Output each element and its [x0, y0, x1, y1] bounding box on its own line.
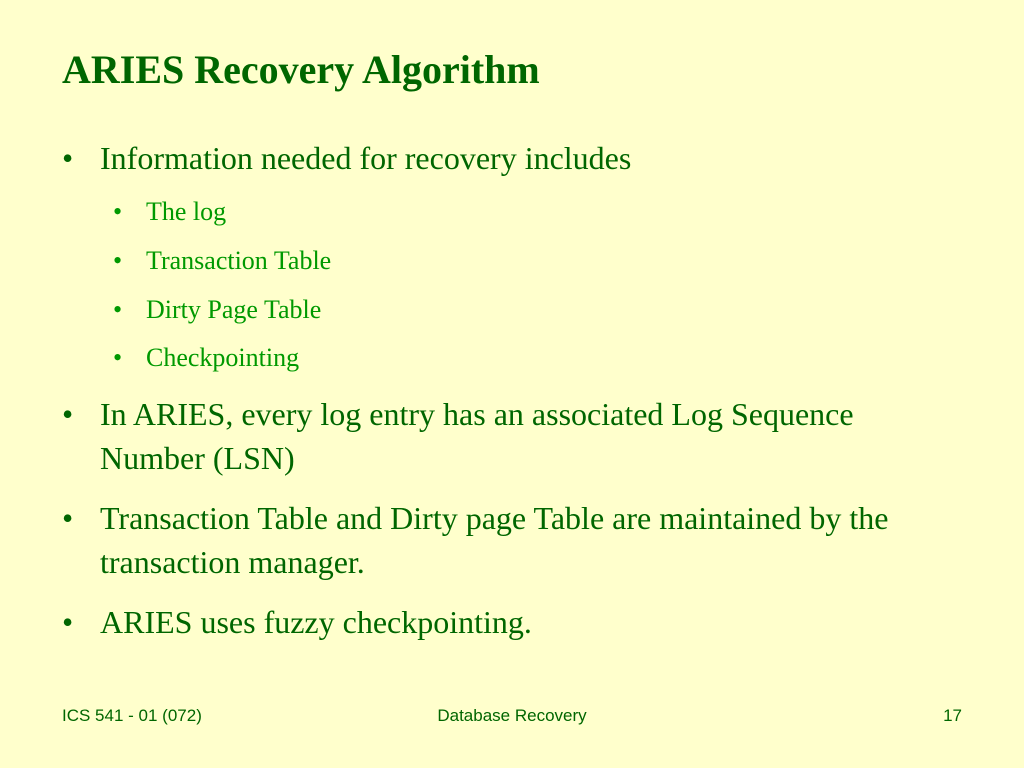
sub-bullet-item: [113, 243, 813, 279]
bullet-text: Transaction Table and Dirty page Table are maintained by the transaction manager.: [100, 500, 889, 580]
footer-topic: Database Recovery: [437, 706, 587, 725]
sub-bullet-text: Dirty Page Table: [146, 295, 322, 324]
sub-bullet-text: The log: [146, 197, 227, 226]
bullet-item: [62, 600, 912, 644]
sub-bullet-text: Checkpointing: [146, 343, 300, 372]
bullet-icon: •: [113, 197, 123, 226]
bullet-icon: •: [113, 343, 123, 372]
sub-bullet-item: [113, 194, 813, 230]
bullet-text: Information needed for recovery includes: [100, 140, 632, 176]
bullet-icon: •: [62, 500, 74, 536]
slide-title: ARIES Recovery Algorithm: [62, 47, 540, 92]
bullet-icon: •: [113, 246, 123, 275]
bullet-item: [62, 392, 912, 480]
footer-course-code: ICS 541 - 01 (072): [62, 706, 202, 725]
sub-bullet-text: Transaction Table: [146, 246, 332, 275]
bullet-icon: •: [62, 604, 74, 640]
bullet-item: [62, 136, 912, 180]
bullet-icon: •: [62, 396, 74, 432]
slide-number: 17: [943, 706, 962, 725]
bullet-text: In ARIES, every log entry has an associated Log Sequence Number (LSN): [100, 396, 854, 476]
bullet-item: [62, 496, 912, 584]
bullet-icon: •: [113, 295, 123, 324]
bullet-icon: •: [62, 140, 74, 176]
sub-bullet-item: [113, 340, 813, 376]
sub-bullet-item: [113, 292, 813, 328]
bullet-text: ARIES uses fuzzy checkpointing.: [100, 604, 532, 640]
